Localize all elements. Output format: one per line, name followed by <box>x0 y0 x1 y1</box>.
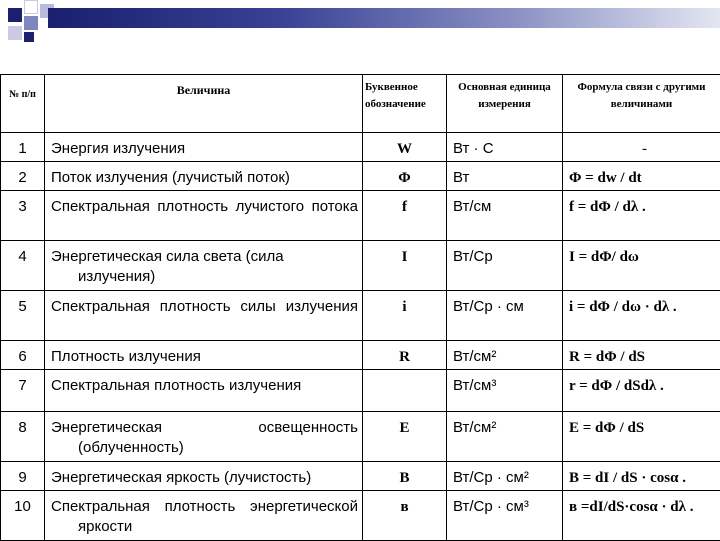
decor-square <box>8 26 22 40</box>
table-row <box>1 291 720 341</box>
row-symbol: E <box>363 412 447 462</box>
header-num: № п/п <box>1 75 45 133</box>
table-row <box>1 162 720 191</box>
row-symbol: B <box>363 462 447 491</box>
header-formula: Формула связи с другими величинами <box>563 75 720 133</box>
row-symbol: I <box>363 241 447 291</box>
table-row <box>1 191 720 241</box>
table-header-row <box>1 75 720 133</box>
row-unit: Вт/Ср <box>447 241 563 291</box>
row-name-text: Поток излучения (лучистый поток) <box>51 168 358 188</box>
row-name-text: Энергия излучения <box>51 139 358 159</box>
row-symbol <box>363 370 447 412</box>
row-unit: Вт · С <box>447 133 563 162</box>
table-row <box>1 241 720 291</box>
row-formula: I = dΦ/ dω <box>563 241 720 291</box>
row-name-text: Спектральная плотность излучения <box>51 376 358 396</box>
table-row <box>1 370 720 412</box>
row-unit: Вт/см² <box>447 341 563 370</box>
row-name-text: Спектральная плотность силы излучения <box>51 297 358 317</box>
quantities-table <box>0 74 720 541</box>
row-symbol: Φ <box>363 162 447 191</box>
table-row <box>1 462 720 491</box>
decor-square <box>24 16 38 30</box>
row-num: 2 <box>1 162 45 191</box>
row-symbol: W <box>363 133 447 162</box>
row-name <box>45 241 363 291</box>
row-formula: Φ = dw / dt <box>563 162 720 191</box>
row-unit: Вт/см³ <box>447 370 563 412</box>
header-banner <box>0 0 720 50</box>
row-num: 1 <box>1 133 45 162</box>
row-num: 10 <box>1 491 45 541</box>
row-unit: Вт <box>447 162 563 191</box>
row-name <box>45 341 363 370</box>
row-symbol: в <box>363 491 447 541</box>
row-formula: E = dΦ / dS <box>563 412 720 462</box>
header-symbol: Буквенное обозначение <box>363 75 447 133</box>
decor-square <box>8 8 22 22</box>
row-num: 9 <box>1 462 45 491</box>
row-unit: Вт/см <box>447 191 563 241</box>
row-formula: i = dΦ / dω · dλ . <box>563 291 720 341</box>
row-name-text: Спектральная плотность энергетической яркости <box>51 497 358 537</box>
row-formula: в =dI/dS·cosα · dλ . <box>563 491 720 541</box>
decor-square <box>24 0 38 14</box>
row-unit: Вт/см² <box>447 412 563 462</box>
row-unit: Вт/Ср · см² <box>447 462 563 491</box>
row-num: 5 <box>1 291 45 341</box>
row-formula: - <box>563 133 720 162</box>
row-name <box>45 370 363 412</box>
row-name <box>45 291 363 341</box>
row-name <box>45 412 363 462</box>
row-unit: Вт/Ср · см³ <box>447 491 563 541</box>
table-row <box>1 133 720 162</box>
row-formula: B = dI / dS · cosα . <box>563 462 720 491</box>
header-quantity: Величина <box>45 75 363 133</box>
row-num: 7 <box>1 370 45 412</box>
row-name-text: Плотность излучения <box>51 347 358 367</box>
row-unit: Вт/Ср · см <box>447 291 563 341</box>
table-row <box>1 491 720 541</box>
header-unit: Основная единица измерения <box>447 75 563 133</box>
row-num: 8 <box>1 412 45 462</box>
table-row <box>1 341 720 370</box>
row-num: 3 <box>1 191 45 241</box>
row-num: 6 <box>1 341 45 370</box>
row-name <box>45 162 363 191</box>
row-name-text: Энергетическая освещенность (облученность) <box>51 418 358 458</box>
header-gradient-bar <box>48 8 720 28</box>
row-symbol: R <box>363 341 447 370</box>
row-name <box>45 133 363 162</box>
row-name <box>45 491 363 541</box>
row-name <box>45 462 363 491</box>
row-name-text: Энергетическая сила света (сила излучения) <box>51 247 358 287</box>
row-name-text: Спектральная плотность лучистого потока <box>51 197 358 217</box>
row-symbol: f <box>363 191 447 241</box>
decor-square <box>24 32 34 42</box>
row-num: 4 <box>1 241 45 291</box>
row-formula: r = dΦ / dSdλ . <box>563 370 720 412</box>
table-row <box>1 412 720 462</box>
row-formula: R = dΦ / dS <box>563 341 720 370</box>
row-formula: f = dΦ / dλ . <box>563 191 720 241</box>
row-symbol: i <box>363 291 447 341</box>
row-name <box>45 191 363 241</box>
row-name-text: Энергетическая яркость (лучистость) <box>51 468 358 488</box>
